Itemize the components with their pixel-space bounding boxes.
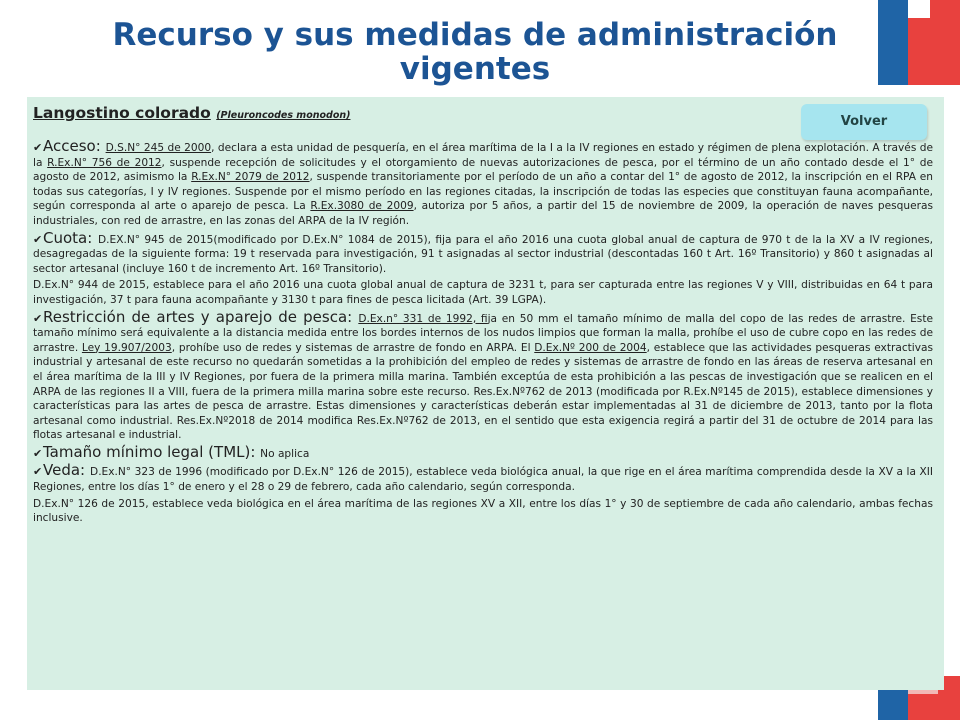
tml-paragraph xyxy=(33,442,933,462)
acceso-link-rex3080[interactable]: R.Ex.3080 de 2009 xyxy=(310,200,414,213)
species-heading xyxy=(33,104,933,125)
veda-paragraph: ✔Veda: D.Ex.N° 323 de 1996 (modificado por D.Ex.N° 126 de 2015), establece veda biológica anual, la que rige en el área marítima comprendida desde la XV a la XII Regiones, entre los días 1° de enero y el 28 o 29 de febrero, cada año calendario, según corresponda. xyxy=(33,461,933,494)
page-title: Recurso y sus medidas de administración vigentes xyxy=(112,17,838,87)
checkmark-icon: ✔ xyxy=(33,311,43,325)
chile-flag-decoration-top xyxy=(878,0,960,85)
content-text xyxy=(33,104,933,528)
cuota-label: Cuota: xyxy=(43,228,98,247)
species-scientific-name: (Pleuroncodes monodon) xyxy=(216,110,351,121)
species-name: Langostino colorado xyxy=(33,104,211,122)
restriccion-label: Restricción de artes y aparejo de pesca: xyxy=(43,307,359,326)
checkmark-icon: ✔ xyxy=(33,141,43,154)
tml-value: No aplica xyxy=(260,447,310,460)
volver-button[interactable]: Volver xyxy=(801,104,927,140)
acceso-link-ds245[interactable]: D.S.N° 245 de 2000 xyxy=(105,142,212,154)
acceso-paragraph: ✔Acceso: D.S.N° 245 de 2000, declara a esta unidad de pesquería, en el área marítima de la I a la IV regiones en estado y régimen de plena explotación. A través de la R.Ex.N° 756 de 2012, suspende recepción de solicitudes y el otorgamiento de nuevas autorizaciones de pesca, por el término de un año contado desde el 1° de agosto de 2012, asimismo la R.Ex.N° 2079 de 2012, suspende transitoriamente por el período de un año a contar del 1° de agosto de 2012, la inscripción en el RPA en todas sus categorías, I y IV regiones. Suspende por el mismo período en las regiones citadas, la inscripción de todas las especies que constituyan fauna acompañante, según corresponda al arte o aparejo de pesca. La R.Ex.3080 de 2009, autoriza por 5 años, a partir del 15 de noviembre de 2009, la operación de naves pesqueras industriales, con red de arrastre, en las zonas del ARPA de la IV región. xyxy=(33,137,934,227)
cuota-paragraph: ✔Cuota: D.EX.N° 945 de 2015(modificado por D.Ex.N° 1084 de 2015), fija para el año 2016 una cuota global anual de captura de 970 t de la la XV a IV regiones, desagregadas de la siguiente forma: 19 t reservada para investigación, 91 t asignadas al sector industrial (descontadas 160 t Art. 16º Transitorio) y 860 t asignadas al sector artesanal (incluye 160 t de incremento Art. 16º Transitorio). xyxy=(33,228,933,275)
checkmark-icon: ✔ xyxy=(33,232,43,246)
restriccion-link-dex331[interactable]: D.Ex.n° 331 de 1992, f xyxy=(358,312,488,325)
restriccion-link-dex200[interactable]: D.Ex.Nº 200 de 2004 xyxy=(534,341,647,354)
cuota-paragraph-2: D.Ex.N° 944 de 2015, establece para el año 2016 una cuota global anual de captura de 3231 t, para ser capturada entre las regiones V y VIII, distribuidas en 64 t para investigación, 37 t para fauna acompañante y 3130 t para fines de pesca licitada (Art. 39 LGPA). xyxy=(33,279,933,306)
checkmark-icon: ✔ xyxy=(33,446,43,460)
restriccion-link-ley19907[interactable]: Ley 19.907/2003 xyxy=(81,341,172,354)
acceso-link-rex2079[interactable]: R.Ex.N° 2079 de 2012 xyxy=(191,171,310,184)
tml-label: Tamaño mínimo legal (TML): xyxy=(43,442,261,461)
checkmark-icon: ✔ xyxy=(33,465,43,479)
veda-paragraph-2: D.Ex.N° 126 de 2015, establece veda biológica en el área marítima de las regiones XV a XII, entre los días 1° y 30 de septiembre de cada año calendario, ambas fechas inclusive. xyxy=(33,497,933,525)
acceso-link-rex756[interactable]: R.Ex.N° 756 de 2012 xyxy=(47,156,162,169)
restriccion-paragraph: ✔Restricción de artes y aparejo de pesca: D.Ex.n° 331 de 1992, fija en 50 mm el tamaño mínimo de malla del copo de las redes de arrastre. Este tamaño mínimo será equivalente a la distancia medida entre los bordes internos de los nudos limpios que forman la malla, prohíbe el uso de cubre copo en las redes de arrastre. Ley 19.907/2003, prohíbe uso de redes y sistemas de arrastre de fondo en ARPA. El D.Ex.Nº 200 de 2004, establece que las actividades pesqueras extractivas industrial y artesanal de este recurso no quedarán sometidas a la prohibición del empleo de redes y sistemas de arrastre de fondo en las áreas de reserva artesanal en el área marítima de la III y IV Regiones, por fuera de la primera milla marina. También exceptúa de esta prohibición a las pescas de investigación que se realicen en el ARPA de las regiones II a VIII, fuera de la primera milla marina sobre este recurso. Res.Ex.Nº762 de 2013 (modificada por R.Ex.Nº145 de 2015), establece dimensiones y características para las artes de pesca de arrastre. Estas dimensiones y características deberán estar implementadas al 31 de diciembre de 2013, tanto por la flota artesanal como industrial. Res.Ex.Nº2018 de 2014 modifica Res.Ex.Nº762 de 2013, en el sentido que esta exigencia regirá a partir del 31 de octubre de 2014 para las flotas artesanal e industrial. xyxy=(33,307,934,442)
acceso-label: Acceso: xyxy=(43,137,106,155)
veda-label: Veda: xyxy=(43,461,91,480)
